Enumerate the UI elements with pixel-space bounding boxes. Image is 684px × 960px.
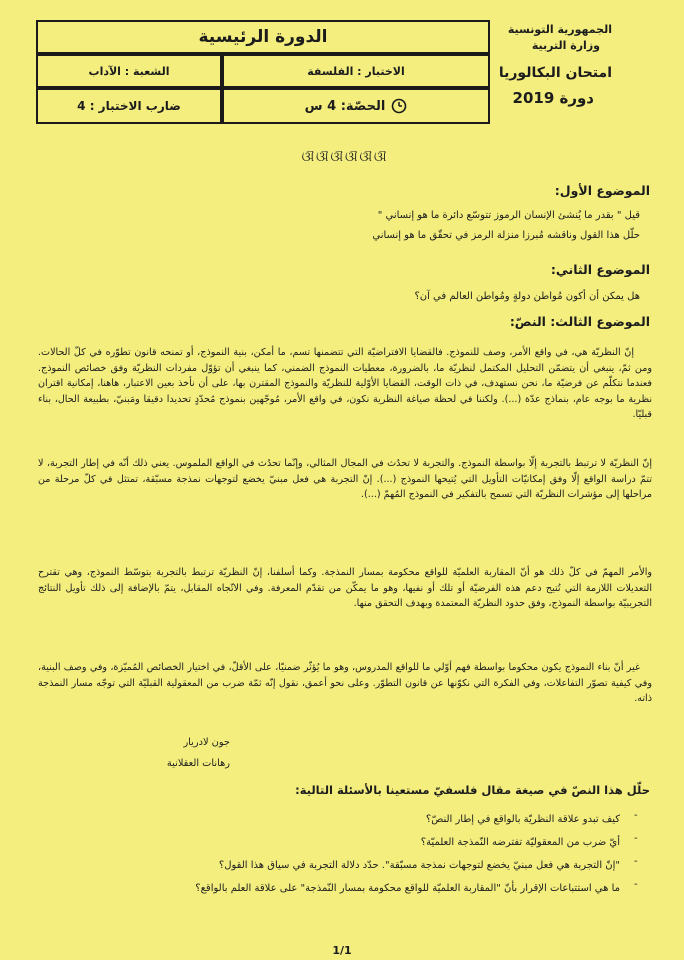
bullet-marker: - [634,856,638,867]
coefficient-label: ضارب الاختبار : 4 [77,99,181,113]
text-source-book: رهانات العقلانية [166,758,230,769]
institution-block [492,22,612,110]
bullet-marker: - [634,833,638,844]
topic1-heading: الموضوع الأول: [554,183,650,198]
topic3-heading: الموضوع الثالث: النصّ: [509,314,650,329]
topic1-line: حلّل هذا القول وناقشه مُبرزا منزلة الرمز في تحقّق ما هو إنساني [372,230,640,241]
duration-label: الحصّة: 4 س [304,98,386,114]
text-paragraph: والأمر المهمّ في كلّ ذلك هو أنّ المقاربة العلميّة للواقع محكومة بمسار النمذجة. وكما أسلفنا، إنّ النظريّة ترتبط بالتجربة بتوسّط النموذج، وهي تقترح التعديلات اللازمة التي تُتيح دعم هذه الفرضيّة أو تلك أو نفيها، وهو ما يمكّن من تقدّم المعرفة. وفي الاتّجاه المقابل، يتمّ بالإضافة إلى ذلك تأويل النتائج التجريبيّة بواسطة النموذج، وفق حدود النظريّة المعتمدة وبهدف التحقق منها. [38,567,652,610]
subject-label: الاختبار : الفلسفة [307,64,405,78]
ministry-name: وزارة التربية [531,39,600,52]
text-paragraph: إنّ النظريّة هي، في واقع الأمر، وصف للنموذج. فالقضايا الافتراضيّة التي تتضمنها تسم، ما أمكن، بنية النموذج، أو تمنحه قانون تطوّره في كلّ الحالات. ومن ثمّ، ينبغي أن يتضمّن التحليل المكتمل لنظريّة ما، بالضرورة، معطيات النموذج الضمني، كما ينبغي أن تؤوّل مفردات النظريّة وفق خصائص النموذج. فعندما نتكلّم عن فرضيّة ما، نحن نستهدف، في ذات الوقت، القضايا الأوّلية للنظريّة والنموذج المقترن بها، على أن نأخذ بعين الاعتبار، هاهنا، إمكانية اقتران نظرية ما بوجه عام، بنماذج عدّة (...). ولكننا في لحظة صياغة النظرية نكون، في واقع الأمر، مُوجّهين بنموذج مُحدّدٍ تحديدا دقيقا ومَبنيّ، بطبيعة الحال، بناء قبليّا. [38,347,652,421]
ornament-divider: ଔଔଔଔଔଔ [301,150,389,165]
bullet-marker: - [634,810,638,821]
session-year: دورة 2019 [512,89,594,107]
text-paragraph: غير أنّ بناء النموذج يكون محكوما بواسطة فهم أوّلي ما للواقع المدروس، وهو ما يُؤثّر ضمنيّا، على الأقلّ، في اختيار الخصائص المُميّزة، وفي وصف البنية، وفي كيفية تصوّر التفاعلات، وفي الفكرة التي نكوّنها عن قانون التطوّر. وعلى نحو أعمق، نقول إنّه ثمّة ضرب من المعقولية القبليّة التي توجّه مسار النمذجة ذاته. [38,662,652,705]
session-type: الدورة الرئيسية [198,27,328,47]
question-item: أيّ ضرب من المعقوليّة تفترضه النّمذجة العلميّة؟ [420,837,620,848]
topic2-heading: الموضوع الثاني: [550,262,650,277]
clock-icon [391,98,407,114]
text-author: جون لادريار [183,737,230,748]
question-item: "إنّ التجربة هي فعل مبنيّ يخضع لتوجهات نمذجة مسبّقة". حدّد دلالة التجربة في سياق هذا القول؟ [218,860,620,871]
coefficient-cell [36,88,222,124]
bullet-marker: - [634,879,638,890]
country-name: الجمهورية التونسية [507,23,612,36]
subject-cell [222,54,490,88]
branch-label: الشعبة : الآداب [88,64,170,78]
page-number: 1/1 [332,944,352,957]
text-paragraph: إنّ النظريّة لا ترتبط بالتجربة إلّا بواسطة النموذج. والتجربة لا تحدُث في المجال المثالي، وإنّما تحدُث في الواقع الملموس. يعني ذلك أنّه في إطار التجربة، لا تتمّ دراسة الواقع إلّا وفق إمكانيّات التأويل التي يُتيحها النموذج (...). إنّ التجربة هي فعل مبنيّ يخضع لتوجهات نمذجة مسبّقة، تمتثل في كلّ مرحلة من مراحلها إلى مؤشرات النظريّة التي تسمح بالتفكير في النموذج المُهمّ (...). [38,458,652,501]
question-item: ما هي استتباعات الإقرار بأنّ "المقاربة العلميّة للواقع محكومة بمسار النّمذجة" على علاقة العلم بالواقع؟ [195,883,620,894]
question-item: كيف تبدو علاقة النظريّة بالواقع في إطار النصّ؟ [425,814,620,825]
topic3-instruction: حلّل هذا النصّ في صيغة مقال فلسفيّ مستعينا بالأسئلة التالية: [295,783,650,797]
session-type-cell [36,20,490,54]
duration-cell [222,88,490,124]
topic1-line: قيل " بقدر ما يُنشئ الإنسان الرموز تتوسّع دائرة ما هو إنساني " [377,210,640,221]
branch-cell [36,54,222,88]
exam-title: امتحان البكالوريا [498,65,612,81]
topic2-line: هل يمكن أن أكون مُواطن دولةٍ ومُواطن العالم في آن؟ [414,291,640,302]
